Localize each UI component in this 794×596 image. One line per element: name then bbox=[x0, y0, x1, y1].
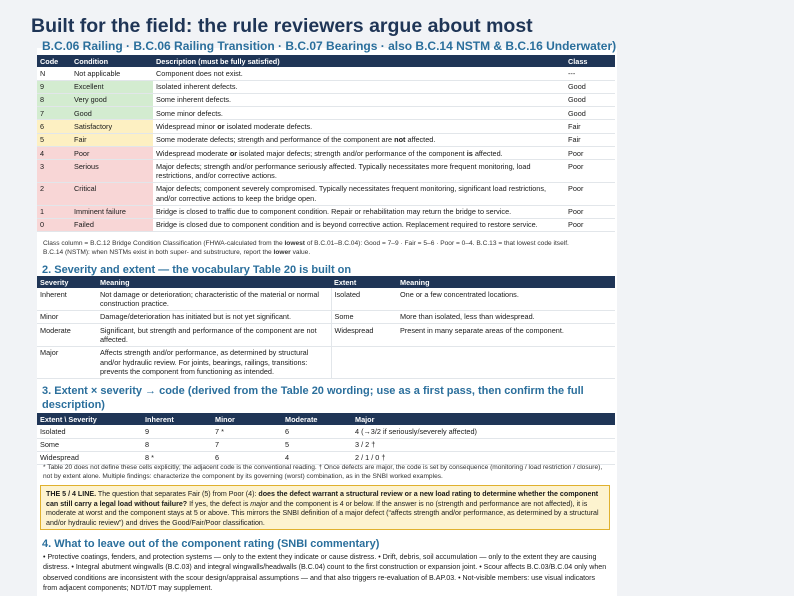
severity-meaning-cell: Significant, but strength and performance of the component are not affected. bbox=[97, 324, 331, 347]
description-cell: Some minor defects. bbox=[153, 107, 565, 120]
class-note-line-2: B.C.14 (NSTM): when NSTMs exist in both super- and substructure, report the lower value. bbox=[43, 249, 311, 256]
table-row bbox=[37, 346, 615, 378]
table-header-row bbox=[37, 55, 615, 67]
severity-meaning-cell: Not damage or deterioration; characteristic of the material or normal construction practice. bbox=[97, 288, 331, 310]
code-value-cell: 5 bbox=[282, 438, 352, 451]
code-value-cell: 6 bbox=[282, 425, 352, 438]
code-cell: 3 bbox=[37, 160, 71, 183]
code-cell: N bbox=[37, 67, 71, 80]
code-value-cell: 2 / 1 / 0 † bbox=[352, 451, 615, 464]
condition-code-table bbox=[37, 55, 615, 232]
code-cell: 2 bbox=[37, 182, 71, 205]
severity-extent-table bbox=[37, 276, 615, 379]
table-row bbox=[37, 182, 615, 205]
code-value-cell: 8 bbox=[142, 438, 212, 451]
description-cell: Some inherent defects. bbox=[153, 93, 565, 106]
extent-label-cell: Some bbox=[37, 438, 142, 451]
class-cell: Poor bbox=[565, 147, 615, 160]
severity-cell: Minor bbox=[37, 310, 97, 323]
column-header: Meaning bbox=[97, 276, 331, 288]
description-cell: Some moderate defects; strength and performance of the component are not affected. bbox=[153, 133, 565, 146]
condition-cell: Very good bbox=[71, 93, 153, 106]
section-1-heading-cut: B.C.06 Railing · B.C.06 Railing Transition · B.C.07 Bearings · also B.C.14 NSTM & B.C.16 Underwater) bbox=[42, 39, 617, 53]
class-cell: Good bbox=[565, 107, 615, 120]
condition-cell: Serious bbox=[71, 160, 153, 183]
table-row bbox=[37, 133, 615, 146]
class-note-line-1: Class column = B.C.12 Bridge Condition Classification (FHWA-calculated from the lowest of B.C.01–B.C.04): Good = 7–9 · Fair = 5–6 · Poor = 0–4. B.C.13 = that lowest code itself. bbox=[43, 240, 569, 247]
column-header: Extent \ Severity bbox=[37, 413, 142, 425]
description-cell: Bridge is closed to traffic due to component condition. Repair or rehabilitation may return the bridge to service. bbox=[153, 205, 565, 218]
description-cell: Major defects; strength and/or performance seriously affected. Typically necessitates more frequent monitoring, load restrictions, and/or corrective actions. bbox=[153, 160, 565, 183]
code-cell: 5 bbox=[37, 133, 71, 146]
class-cell: Poor bbox=[565, 205, 615, 218]
table-row bbox=[37, 160, 615, 183]
section-4-heading: 4. What to leave out of the component rating (SNBI commentary) bbox=[42, 538, 380, 550]
table-row bbox=[37, 80, 615, 93]
table-row bbox=[37, 107, 615, 120]
extent-meaning-cell: Present in many separate areas of the component. bbox=[397, 324, 615, 347]
description-cell: Widespread minor or isolated moderate defects. bbox=[153, 120, 565, 133]
extent-cell: Isolated bbox=[331, 288, 397, 310]
class-cell: Poor bbox=[565, 218, 615, 231]
condition-cell: Not applicable bbox=[71, 67, 153, 80]
condition-cell: Good bbox=[71, 107, 153, 120]
description-cell: Bridge is closed due to component condition and is beyond corrective action. Replacement required to restore service. bbox=[153, 218, 565, 231]
column-header: Code bbox=[37, 55, 71, 67]
extent-severity-matrix bbox=[37, 413, 615, 465]
column-header: Condition bbox=[71, 55, 153, 67]
class-cell: Good bbox=[565, 80, 615, 93]
class-cell: Fair bbox=[565, 133, 615, 146]
code-value-cell: 7 * bbox=[212, 425, 282, 438]
matrix-footnote: * Table 20 does not define these cells explicitly; the adjacent code is the conventional reading. † Once defects are major, the code is set by consequence (monitoring / load restriction / closure), not by extent alone. Multiple findings: characterize the component by its governing (worst) combination, as in the SNBI worked examples. bbox=[43, 464, 603, 480]
reference-sheet bbox=[37, 39, 617, 596]
code-value-cell: 3 / 2 † bbox=[352, 438, 615, 451]
code-value-cell: 4 bbox=[282, 451, 352, 464]
condition-cell: Poor bbox=[71, 147, 153, 160]
code-cell: 4 bbox=[37, 147, 71, 160]
table-row bbox=[37, 67, 615, 80]
table-header-row bbox=[37, 413, 615, 425]
column-header: Extent bbox=[331, 276, 397, 288]
condition-cell: Failed bbox=[71, 218, 153, 231]
description-cell: Widespread moderate or isolated major defects; strength and/or performance of the component is affected. bbox=[153, 147, 565, 160]
column-header: Moderate bbox=[282, 413, 352, 425]
column-header: Meaning bbox=[397, 276, 615, 288]
code-value-cell: 6 bbox=[212, 451, 282, 464]
table-row bbox=[37, 288, 615, 310]
table-row bbox=[37, 310, 615, 323]
table-row bbox=[37, 205, 615, 218]
extent-cell: Some bbox=[331, 310, 397, 323]
class-cell: Poor bbox=[565, 160, 615, 183]
code-cell: 9 bbox=[37, 80, 71, 93]
extent-meaning-cell: More than isolated, less than widespread. bbox=[397, 310, 615, 323]
condition-cell: Excellent bbox=[71, 80, 153, 93]
table-row bbox=[37, 93, 615, 106]
column-header: Major bbox=[352, 413, 615, 425]
code-value-cell: 7 bbox=[212, 438, 282, 451]
table-row bbox=[37, 438, 615, 451]
five-four-line-callout: THE 5 / 4 LINE. The question that separates Fair (5) from Poor (4): does the defect warrant a structural review or a new load rating to determine whether the component can still carry a legal load without failure? If yes, the defect is major and the component is 4 or below. If the answer is no (strength and performance are not affected), it is moderate at worst and the component stays at 5 or above. This mirrors the SNBI definition of a major defect (“affects strength and/or performance, as determined by a structural and/or hydraulic review”) and drives the Good/Fair/Poor classification. bbox=[40, 485, 610, 530]
severity-cell: Major bbox=[37, 346, 97, 378]
severity-cell: Inherent bbox=[37, 288, 97, 310]
extent-meaning-cell: One or a few concentrated locations. bbox=[397, 288, 615, 310]
table-row bbox=[37, 147, 615, 160]
code-cell: 1 bbox=[37, 205, 71, 218]
description-cell: Isolated inherent defects. bbox=[153, 80, 565, 93]
description-cell: Major defects; component severely compromised. Typically necessitates frequent monitoring, significant load restrictions, and/or corrective actions to keep the bridge open. bbox=[153, 182, 565, 205]
table-row bbox=[37, 324, 615, 347]
class-cell: --- bbox=[565, 67, 615, 80]
section-2-heading: 2. Severity and extent — the vocabulary Table 20 is built on bbox=[42, 264, 352, 276]
extent-label-cell: Isolated bbox=[37, 425, 142, 438]
condition-cell: Critical bbox=[71, 182, 153, 205]
code-value-cell: 9 bbox=[142, 425, 212, 438]
class-cell: Good bbox=[565, 93, 615, 106]
section-3-heading: 3. Extent × severity → code (derived from the Table 20 wording; use as a first pass, then confirm the full description) bbox=[42, 385, 584, 411]
table-row bbox=[37, 120, 615, 133]
code-cell: 8 bbox=[37, 93, 71, 106]
table-row bbox=[37, 218, 615, 231]
extent-cell: Widespread bbox=[331, 324, 397, 347]
condition-cell: Fair bbox=[71, 133, 153, 146]
column-header: Description (must be fully satisfied) bbox=[153, 55, 565, 67]
column-header: Class bbox=[565, 55, 615, 67]
column-header: Minor bbox=[212, 413, 282, 425]
extent-label-cell: Widespread bbox=[37, 451, 142, 464]
table-row bbox=[37, 425, 615, 438]
section-4-body: • Protective coatings, fenders, and protection systems — only to the extent they indicate or cause distress. • Drift, debris, soil accumulation — only to the extent they are causing distress. • Integral abutment wingwalls (B.C.03) and integral wingwalls/headwalls (B.C.04) count to the first construction or expansion joint. • Scour affects B.C.03/B.C.04 only when observed conditions are inconsistent with the scour design/appraisal assumptions — and that also triggers re-evaluation of B.AP.03. • Not-visible members: use visual indicators from adjacent components; NDT/DT may supplement. bbox=[43, 553, 607, 592]
severity-meaning-cell: Damage/deterioration has initiated but is not yet significant. bbox=[97, 310, 331, 323]
condition-cell: Imminent failure bbox=[71, 205, 153, 218]
code-cell: 6 bbox=[37, 120, 71, 133]
extent-meaning-cell bbox=[397, 346, 615, 378]
code-cell: 7 bbox=[37, 107, 71, 120]
code-cell: 0 bbox=[37, 218, 71, 231]
column-header: Severity bbox=[37, 276, 97, 288]
severity-meaning-cell: Affects strength and/or performance, as determined by structural and/or hydraulic review. For joints, bearings, railings, transitions: prevents the component from functioning as intended. bbox=[97, 346, 331, 378]
class-cell: Fair bbox=[565, 120, 615, 133]
severity-cell: Moderate bbox=[37, 324, 97, 347]
table-header-row bbox=[37, 276, 615, 288]
code-value-cell: 8 * bbox=[142, 451, 212, 464]
page-title: Built for the field: the rule reviewers argue about most bbox=[31, 15, 533, 37]
condition-cell: Satisfactory bbox=[71, 120, 153, 133]
class-cell: Poor bbox=[565, 182, 615, 205]
column-header: Inherent bbox=[142, 413, 212, 425]
extent-cell bbox=[331, 346, 397, 378]
code-value-cell: 4 (→3/2 if seriously/severely affected) bbox=[352, 425, 615, 438]
description-cell: Component does not exist. bbox=[153, 67, 565, 80]
